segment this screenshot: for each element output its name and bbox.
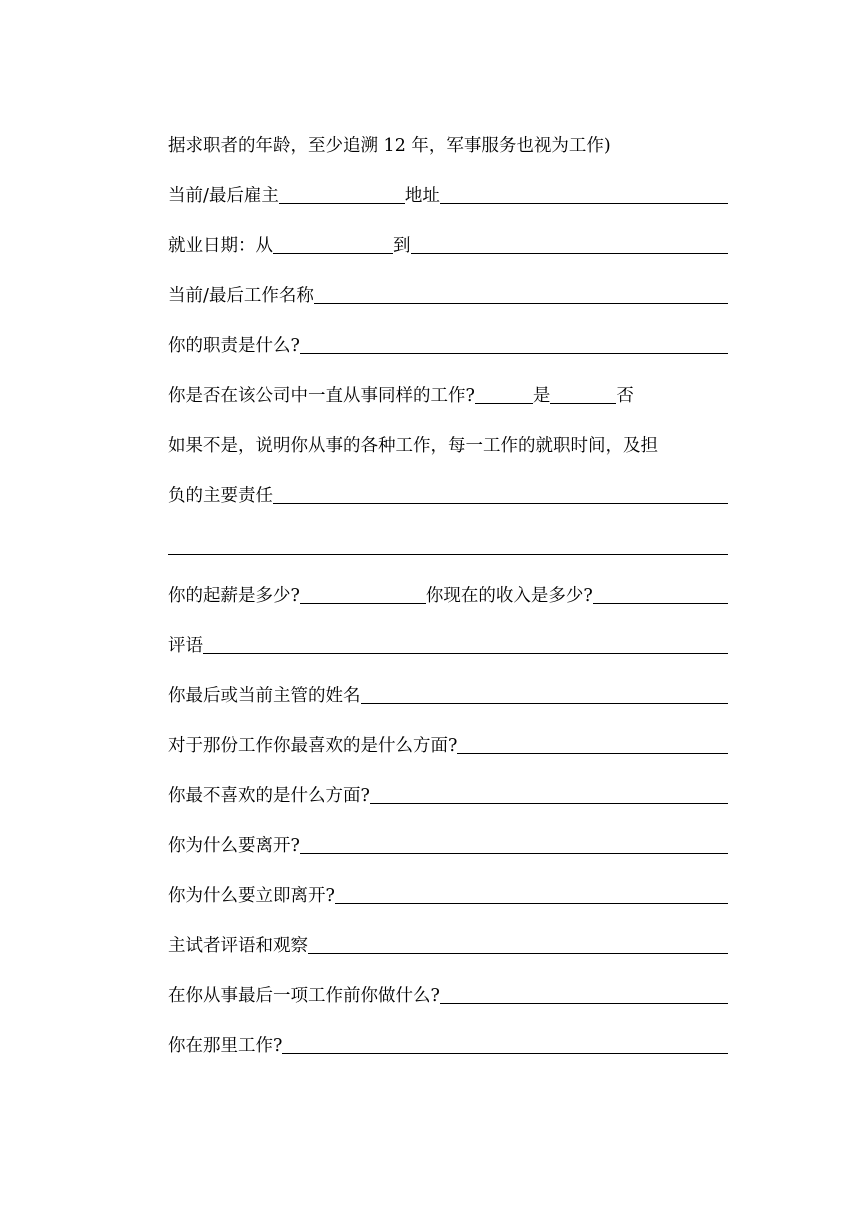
comments-field[interactable] <box>203 652 728 654</box>
like-least-label: 你最不喜欢的是什么方面? <box>168 786 370 806</box>
before-last-line <box>168 984 728 1008</box>
comments-line <box>168 634 728 658</box>
employer-label: 当前/最后雇主 <box>168 186 279 206</box>
no-field[interactable] <box>550 402 616 404</box>
where-worked-label: 你在那里工作? <box>168 1036 283 1056</box>
why-leave-now-line <box>168 884 728 908</box>
same-job-line <box>168 384 728 408</box>
why-leave-label: 你为什么要离开? <box>168 836 300 856</box>
yes-label: 是 <box>532 386 551 406</box>
no-label: 否 <box>616 386 634 406</box>
employer-line <box>168 184 728 208</box>
address-field[interactable] <box>440 202 728 204</box>
why-leave-now-label: 你为什么要立即离开? <box>168 886 335 906</box>
intro-line <box>168 134 728 158</box>
employment-label: 就业日期：从 <box>168 236 273 256</box>
current-income-label: 你现在的收入是多少? <box>425 586 593 606</box>
comments-label: 评语 <box>168 636 203 656</box>
like-least-field[interactable] <box>370 802 728 804</box>
why-leave-now-field[interactable] <box>335 902 728 904</box>
duties-label: 你的职责是什么? <box>168 336 300 356</box>
like-most-line <box>168 734 728 758</box>
job-title-field[interactable] <box>314 302 728 304</box>
job-title-line <box>168 284 728 308</box>
date-to-field[interactable] <box>411 252 729 254</box>
interviewer-line <box>168 934 728 958</box>
interviewer-label: 主试者评语和观察 <box>168 936 308 956</box>
start-salary-label: 你的起薪是多少? <box>168 586 300 606</box>
if-not-line <box>168 434 728 458</box>
like-most-field[interactable] <box>457 752 728 754</box>
address-label: 地址 <box>404 186 440 206</box>
why-leave-line <box>168 834 728 858</box>
supervisor-label: 你最后或当前主管的姓名 <box>168 686 361 706</box>
interviewer-field[interactable] <box>308 952 728 954</box>
intro-text: 据求职者的年龄，至少追溯 12 年，军事服务也视为工作) <box>168 136 611 156</box>
job-title-label: 当前/最后工作名称 <box>168 286 314 306</box>
main-responsibility-field[interactable] <box>273 502 728 504</box>
main-responsibility-line <box>168 484 728 508</box>
before-last-label: 在你从事最后一项工作前你做什么? <box>168 986 440 1006</box>
same-job-label: 你是否在该公司中一直从事同样的工作? <box>168 386 475 406</box>
date-from-field[interactable] <box>273 252 393 254</box>
salary-line <box>168 584 728 608</box>
why-leave-field[interactable] <box>300 852 728 854</box>
main-responsibility-label: 负的主要责任 <box>168 486 273 506</box>
like-most-label: 对于那份工作你最喜欢的是什么方面? <box>168 736 458 756</box>
supervisor-line <box>168 684 728 708</box>
where-worked-field[interactable] <box>282 1052 728 1054</box>
employer-field[interactable] <box>279 202 405 204</box>
if-not-label: 如果不是，说明你从事的各种工作，每一工作的就职时间，及担 <box>168 436 658 456</box>
employment-dates-line <box>168 234 728 258</box>
supervisor-field[interactable] <box>361 702 729 704</box>
where-worked-line <box>168 1034 728 1058</box>
to-label: 到 <box>393 236 411 256</box>
current-income-field[interactable] <box>593 602 728 604</box>
before-last-field[interactable] <box>440 1002 728 1004</box>
extra-answer-field[interactable] <box>168 554 728 555</box>
start-salary-field[interactable] <box>300 602 426 604</box>
yes-field[interactable] <box>475 402 533 404</box>
like-least-line <box>168 784 728 808</box>
duties-field[interactable] <box>300 352 728 354</box>
duties-line <box>168 334 728 358</box>
